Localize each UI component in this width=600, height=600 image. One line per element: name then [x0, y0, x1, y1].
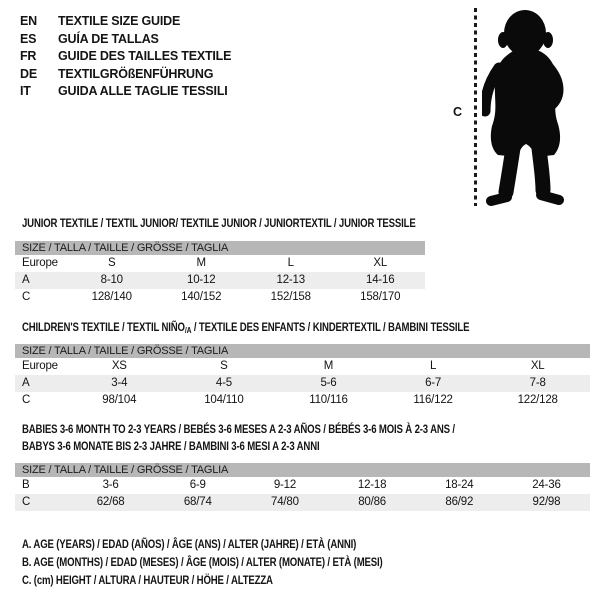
footnote-legend: [22, 535, 473, 589]
size-header-label: SIZE / TALLA / TAILLE / GRÖSSE / TAGLIA: [22, 242, 229, 254]
table-cell: 12-18: [357, 479, 387, 491]
table-cell: 116/122: [413, 394, 453, 406]
table-cell: XS: [111, 360, 127, 372]
height-row: [15, 392, 590, 409]
children-title-post: / TEXTILE DES ENFANTS / KINDERTEXTIL / BAMBINI TESSILE: [191, 320, 470, 334]
height-row: [15, 494, 590, 511]
language-code: EN: [20, 14, 37, 28]
size-header-row: [15, 344, 590, 358]
table-cell: 7-8: [529, 377, 546, 389]
footnote-b: B. AGE (MONTHS) / EDAD (MESES) / ÂGE (MOIS) / ALTER (MONATE) / ETÀ (MESI): [22, 555, 383, 569]
table-cell: 158/170: [360, 291, 401, 303]
row-label: Europe: [22, 257, 58, 269]
size-header-row: [15, 241, 425, 255]
table-cell: 4-5: [215, 377, 232, 389]
language-row-en: [20, 13, 231, 31]
table-cell: 68/74: [183, 496, 212, 508]
size-header-label: SIZE / TALLA / TAILLE / GRÖSSE / TAGLIA: [22, 345, 229, 357]
table-cell: 8-10: [100, 274, 123, 286]
table-cell: 80/86: [358, 496, 386, 508]
language-row-es: [20, 31, 231, 49]
babies-section-title: [22, 421, 563, 455]
children-size-table: [15, 344, 590, 409]
row-label: C: [22, 291, 31, 303]
size-header-row: [15, 463, 590, 477]
children-title-pre: CHILDREN'S TEXTILE / TEXTIL NIÑO: [22, 320, 185, 334]
table-cell: 140/152: [181, 291, 222, 303]
height-measure-label: C: [453, 105, 463, 119]
junior-size-table: [15, 241, 425, 306]
height-row: [15, 289, 425, 306]
age-row: [15, 375, 590, 392]
language-row-de: [20, 66, 231, 84]
babies-title-line2: BABYS 3-6 MONATE BIS 2-3 JAHRE / BAMBINI 3-6 MESI A 2-3 ANNI: [22, 439, 320, 453]
table-cell: 9-12: [273, 479, 297, 491]
junior-section-title: JUNIOR TEXTILE / TEXTIL JUNIOR/ TEXTILE JUNIOR / JUNIORTEXTIL / JUNIOR TESSILE: [22, 216, 416, 230]
age-row: [15, 477, 590, 494]
table-cell: S: [108, 257, 116, 269]
table-cell: L: [429, 360, 437, 372]
language-title: TEXTILE SIZE GUIDE: [58, 14, 181, 28]
table-cell: 104/110: [204, 394, 244, 406]
children-section-title: [22, 320, 581, 337]
table-cell: 3-4: [111, 377, 128, 389]
row-label: B: [22, 479, 30, 491]
language-title: GUIDE DES TAILLES TEXTILE: [58, 49, 232, 63]
table-cell: 62/68: [96, 496, 125, 508]
table-cell: 10-12: [187, 274, 216, 286]
row-label: A: [22, 377, 30, 389]
language-title-list: [20, 13, 231, 101]
table-cell: 5-6: [320, 377, 337, 389]
language-code: FR: [20, 49, 37, 63]
language-title: GUÍA DE TALLAS: [58, 31, 159, 46]
height-measure-dashed-line: [474, 8, 477, 206]
table-cell: 128/140: [91, 291, 132, 303]
table-cell: 6-7: [425, 377, 442, 389]
row-label: C: [22, 496, 31, 508]
table-cell: 12-13: [276, 274, 305, 286]
table-cell: 86/92: [445, 496, 474, 508]
babies-size-table: [15, 463, 590, 511]
language-row-it: [20, 83, 231, 101]
babies-title-line1: BABIES 3-6 MONTH TO 2-3 YEARS / BEBÉS 3-6 MESES A 2-3 AÑOS / BÉBÉS 3-6 MOIS À 2-3 ANS /: [22, 422, 455, 436]
table-cell: XL: [373, 257, 388, 269]
table-cell: S: [220, 360, 228, 372]
table-cell: 6-9: [189, 479, 206, 491]
row-label: Europe: [22, 360, 58, 372]
table-cell: 152/158: [270, 291, 311, 303]
row-label: C: [22, 394, 31, 406]
language-code: ES: [20, 31, 37, 46]
children-title-subscript: /A: [184, 325, 192, 335]
language-code: IT: [20, 84, 31, 98]
table-cell: M: [323, 360, 334, 372]
age-row: [15, 272, 425, 289]
table-cell: L: [287, 257, 294, 269]
region-row: [15, 358, 590, 375]
table-cell: XL: [530, 360, 545, 372]
language-title: TEXTILGRÖßENFÜHRUNG: [58, 66, 214, 81]
table-cell: 24-36: [532, 479, 561, 491]
size-header-label: SIZE / TALLA / TAILLE / GRÖSSE / TAGLIA: [22, 464, 229, 476]
table-cell: 92/98: [532, 496, 561, 508]
table-cell: 18-24: [445, 479, 474, 491]
row-label: A: [22, 274, 30, 286]
footnote-a: A. AGE (YEARS) / EDAD (AÑOS) / ÂGE (ANS) / ALTER (JAHRE) / ETÀ (ANNI): [22, 537, 357, 551]
region-row: [15, 255, 425, 272]
toddler-silhouette-image: [482, 8, 572, 208]
language-code: DE: [20, 66, 37, 81]
table-cell: 122/128: [517, 394, 558, 406]
table-cell: 98/104: [102, 394, 137, 406]
language-row-fr: [20, 48, 231, 66]
table-cell: 74/80: [271, 496, 299, 508]
footnote-c: C. (cm) HEIGHT / ALTURA / HAUTEUR / HÖHE / ALTEZZA: [22, 573, 273, 587]
language-title: GUIDA ALLE TAGLIE TESSILI: [58, 84, 228, 98]
table-cell: 14-16: [366, 274, 395, 286]
table-cell: 3-6: [102, 479, 119, 491]
table-cell: M: [196, 257, 206, 269]
table-cell: 110/116: [309, 394, 348, 406]
